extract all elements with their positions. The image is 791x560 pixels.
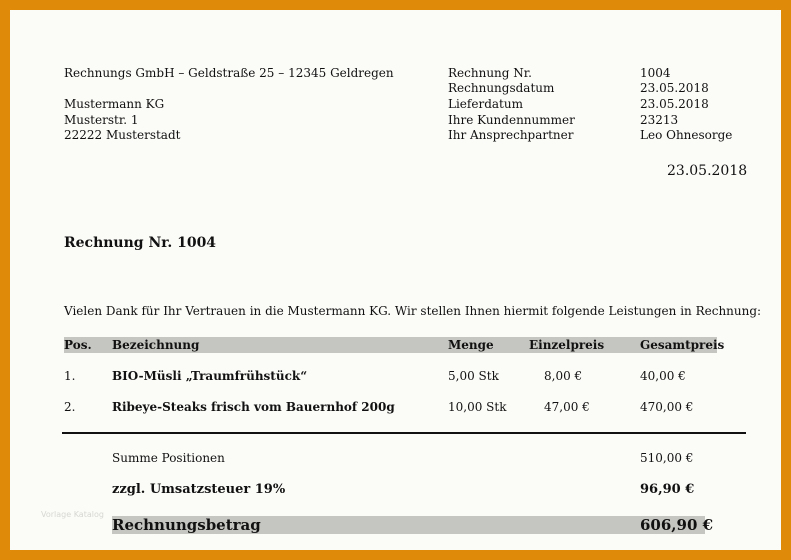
- meta-label: Rechnung Nr.: [448, 66, 532, 80]
- total-value: 606,90 €: [640, 516, 714, 534]
- row-unit-price: 8,00 €: [544, 369, 583, 383]
- header-pos: Pos.: [64, 338, 92, 352]
- intro-text: Vielen Dank für Ihr Vertrauen in die Mustermann KG. Wir stellen Ihnen hiermit folgende Leistungen in Rechnung:: [64, 304, 762, 318]
- row-quantity: 5,00 Stk: [448, 369, 499, 383]
- meta-value: 23213: [640, 113, 679, 127]
- subtotal-value: 510,00 €: [640, 451, 694, 465]
- meta-value: 23.05.2018: [640, 81, 709, 95]
- recipient-name: Mustermann KG: [64, 97, 165, 111]
- row-unit-price: 47,00 €: [544, 400, 590, 414]
- row-total-price: 40,00 €: [640, 369, 686, 383]
- meta-label: Ihr Ansprechpartner: [448, 128, 574, 142]
- summary-divider: [62, 432, 746, 434]
- row-pos: 1.: [64, 369, 76, 383]
- meta-label: Lieferdatum: [448, 97, 523, 111]
- sender-line: Rechnungs GmbH – Geldstraße 25 – 12345 Geldregen: [64, 66, 394, 80]
- subtotal-label: Summe Positionen: [112, 451, 225, 465]
- meta-label: Ihre Kundennummer: [448, 113, 575, 127]
- row-total-price: 470,00 €: [640, 400, 694, 414]
- header-unit-price: Einzelpreis: [529, 338, 605, 352]
- meta-value: 23.05.2018: [640, 97, 709, 111]
- row-pos: 2.: [64, 400, 76, 414]
- invoice-title: Rechnung Nr. 1004: [64, 235, 217, 251]
- meta-value: 1004: [640, 66, 671, 80]
- watermark: Vorlage Katalog: [41, 510, 104, 519]
- row-description: BIO-Müsli „Traumfrühstück“: [112, 369, 308, 383]
- meta-label: Rechnungsdatum: [448, 81, 555, 95]
- tax-value: 96,90 €: [640, 482, 695, 497]
- tax-label: zzgl. Umsatzsteuer 19%: [112, 482, 286, 497]
- header-total-price: Gesamtpreis: [640, 338, 725, 352]
- meta-value: Leo Ohnesorge: [640, 128, 733, 142]
- row-quantity: 10,00 Stk: [448, 400, 507, 414]
- recipient-city: 22222 Musterstadt: [64, 128, 181, 142]
- invoice-date: 23.05.2018: [667, 163, 748, 179]
- header-quantity: Menge: [448, 338, 494, 352]
- header-description: Bezeichnung: [112, 338, 200, 352]
- recipient-street: Musterstr. 1: [64, 113, 139, 127]
- total-label: Rechnungsbetrag: [112, 516, 261, 534]
- row-description: Ribeye-Steaks frisch vom Bauernhof 200g: [112, 400, 395, 414]
